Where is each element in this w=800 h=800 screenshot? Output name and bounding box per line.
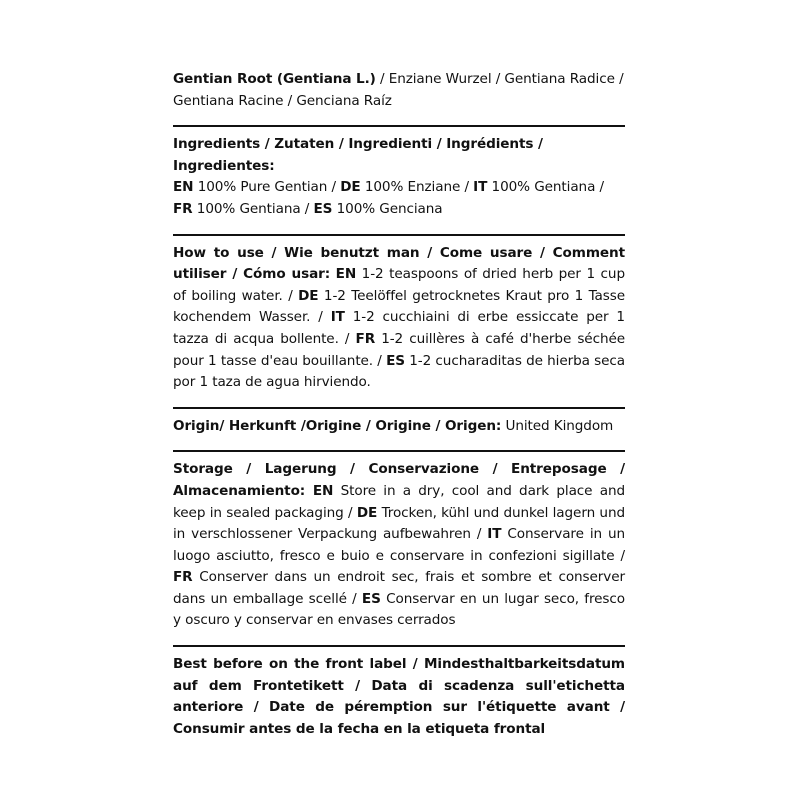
product-title-translations: / Enziane Wurzel / Gentiana Radice / Gentiana Racine / Genciana Raíz [173, 71, 624, 109]
storage-en-text: Store in a dry, cool and dark place and keep in sealed packaging / [173, 482, 625, 521]
storage-es-code: ES [361, 590, 381, 607]
how-to-use-fr-text: 1-2 cuillères à café d'herbe séchée pour 1 tasse d'eau bouillante. / [173, 330, 625, 369]
origin-section [173, 416, 625, 438]
ingredients-de-text: 100% Enziane / [360, 179, 474, 196]
product-title-bold: Gentian Root (Gentiana L.) [173, 71, 376, 87]
how-to-use-fr-code: FR [355, 330, 376, 347]
ingredients-en-code: EN [173, 179, 194, 196]
product-title [173, 69, 625, 112]
storage-fr-text: Conserver dans un endroit sec, frais et sombre et conserver dans un emballage scellé / [173, 569, 625, 607]
ingredients-it-text: 100% Gentiana / [487, 179, 604, 196]
ingredients-en-text: 100% Pure Gentian / [193, 179, 341, 196]
storage-de-code: DE [356, 504, 378, 521]
ingredients-section [173, 134, 625, 220]
origin-heading: Origin/ Herkunft /Origine / Origine / Origen: [173, 417, 502, 434]
ingredients-heading: Ingredients / Zutaten / Ingredienti / Ingrédients / Ingredientes: [173, 136, 543, 174]
storage-section [173, 459, 625, 632]
how-to-use-en-text: 1-2 teaspoons of dried herb per 1 cup of boiling water. / [173, 266, 625, 304]
how-to-use-en-code: EN [335, 266, 357, 283]
storage-en-code: EN [305, 482, 334, 499]
storage-it-text: Conservare in un luogo asciutto, fresco e buio e conservare in confezioni sigillate / [173, 526, 626, 564]
how-to-use-es-code: ES [386, 352, 405, 369]
ingredients-fr-text: 100% Gentiana / [192, 200, 314, 217]
how-to-use-es-text: 1-2 cucharaditas de hierba seca por 1 taza de agua hirviendo. [173, 352, 625, 391]
storage-es-text: Conservar en un lugar seco, fresco y oscuro y conservar en envases cerrados [173, 590, 625, 629]
origin-value: United Kingdom [501, 417, 614, 434]
best-before-text: Best before on the front label / Mindesthaltbarkeitsdatum auf dem Frontetikett / Data di scadenza sull'etichetta anteriore / Date de péremption sur l'étiquette avant / Consumir antes de la fecha en la etiqueta frontal [173, 656, 625, 737]
ingredients-de-code: DE [340, 179, 361, 196]
storage-de-text: Trocken, kühl und dunkel lagern und in verschlossener Verpackung aufbewahren / [173, 504, 625, 543]
how-to-use-it-code: IT [330, 309, 345, 326]
product-label [173, 69, 625, 740]
storage-it-code: IT [487, 526, 502, 543]
how-to-use-it-text: 1-2 cucchiaini di erbe essiccate per 1 tazza di acqua bollente. / [173, 309, 625, 347]
how-to-use-de-text: 1-2 Teelöffel getrocknetes Kraut pro 1 Tasse kochendem Wasser. / [173, 287, 625, 326]
ingredients-fr-code: FR [173, 200, 193, 217]
ingredients-it-code: IT [473, 179, 488, 196]
best-before-section [173, 654, 625, 740]
how-to-use-de-code: DE [298, 287, 319, 304]
how-to-use-heading: How to use / Wie benutzt man / Come usare / Comment utiliser / Cómo usar: [173, 244, 625, 283]
ingredients-es-code: ES [313, 200, 333, 217]
ingredients-es-text: 100% Genciana [332, 200, 443, 217]
storage-heading: Storage / Lagerung / Conservazione / Entreposage / Almacenamiento: [173, 461, 625, 499]
storage-fr-code: FR [173, 569, 193, 586]
how-to-use-section [173, 243, 625, 394]
